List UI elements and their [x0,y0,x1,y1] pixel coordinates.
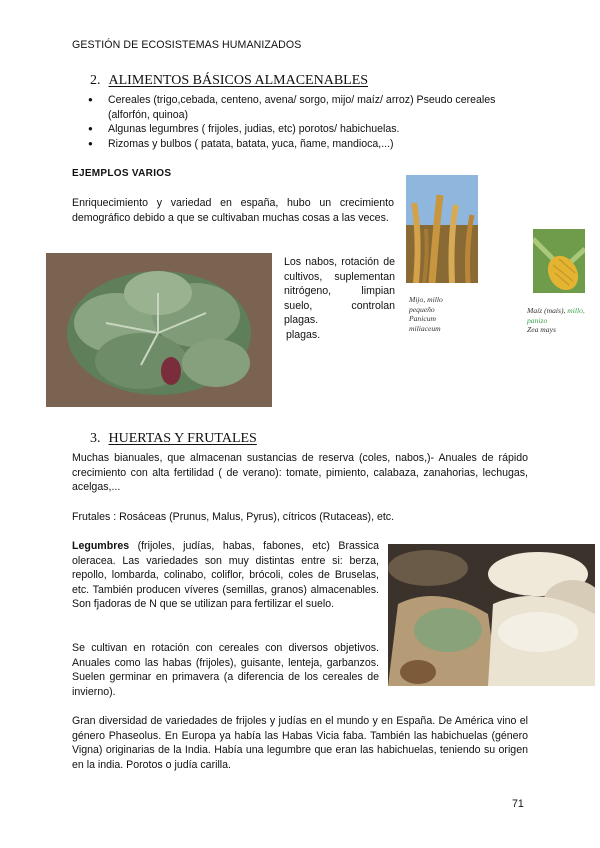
rotacion-paragraph: Se cultivan en rotación con cereales con diversos objetivos. Anuales como las habas (frijoles), guisante, lenteja, garbanzos. Suelen germinar en primavera (a diferencia de los cereales de invierno). [72,642,379,698]
section-2-number: 2. [90,73,101,88]
millet-caption-line: pequeño [409,304,435,314]
legumbres-paragraph [72,539,379,612]
intro-paragraph: Enriquecimiento y variedad en españa, hubo un crecimiento demográfico debido a que se cultivaban muchas cosas a las veces. [72,197,394,224]
millet-caption [409,295,471,333]
bullet-item-rizomas: ● Rizomas y bulbos ( patata, batata, yuca, ñame, mandioca,...) [72,137,528,152]
nabos-paragraph [284,255,395,343]
section-2-heading: ALIMENTOS BÁSICOS ALMACENABLES [108,73,369,88]
millet-caption-line: Mijo, millo [409,295,443,304]
bullet-item-cereales: ● Cereales (trigo,cebada, centeno, avena/ sorgo, mijo/ maíz/ arroz) Pseudo cereales (alforfón, quinoa) [72,93,528,122]
corn-caption-species: Zea mays [527,325,556,335]
subheading-ejemplos: EJEMPLOS VARIOS [72,168,172,179]
bianuales-paragraph: Muchas bianuales, que almacenan sustancias de reserva (coles, nabos,)- Anuales de rápido crecimiento con alta fertilidad ( de verano): tomate, pimiento, calabaza, zanahorias, lechugas, acelgas,... [72,452,528,494]
corn-caption-millo: millo, [567,306,585,315]
page-number: 71 [512,798,524,810]
millet-photo [406,175,478,283]
bullet-item-legumbres: ● Algunas legumbres ( frijoles, judias, etc) porotos/ habichuelas. [72,122,528,137]
running-header: GESTIÓN DE ECOSISTEMAS HUMANIZADOS [72,39,302,51]
diversidad-paragraph: Gran diversidad de variedades de frijoles y judías en el mundo y en España. De América vino el género Phaseolus. En Europa ya había las Habas Vicia faba. También las habichuelas (género Vigna) originarias de la India. Había una legumbre que eran las habichuelas, teniendo su origen en la india. Porotos o judía carilla. [72,715,528,771]
frutales-paragraph: Frutales : Rosáceas (Prunus, Malus, Pyrus), cítricos (Rutaceas), etc. [72,511,395,523]
section-3-number: 3. [90,431,101,446]
corn-illustration [533,229,585,293]
corn-caption-name: Maíz (maís), [527,306,566,315]
corn-photo [533,229,585,293]
millet-illustration [406,175,478,283]
cabbage-photo [46,253,272,407]
cabbage-illustration [46,253,272,407]
millet-caption-line: Panicum [409,314,436,324]
nabos-text: Los nabos, rotación de cultivos, suplementan nitrógeno, limpian suelo, controlan plagas. [284,256,395,327]
beans-sacks-photo [388,544,595,686]
beans-illustration [388,544,595,686]
legumbres-text: (frijoles, judías, habas, fabones, etc) Brassica oleracea. Las variedades son muy distintas entre si: berza, repollo, lombarda, colinabo, coliflor, brócoli, coles de Bruselas, etc. También producen víveres (semillas, granos) almacenables. Son fjadoras de N que se utilizan para fertilizar el suelo. [72,540,379,611]
section-3-title [90,431,257,447]
millet-caption-line: miliaceum [409,323,441,333]
corn-caption [527,306,597,335]
legumbres-bold-label: Legumbres [72,540,130,552]
cereal-bullet-list [72,93,528,151]
section-2-title [90,73,368,89]
section-3-heading: HUERTAS Y FRUTALES [108,431,257,446]
nabos-extra: plagas. [286,328,321,341]
corn-caption-panizo: panizo [527,315,548,325]
